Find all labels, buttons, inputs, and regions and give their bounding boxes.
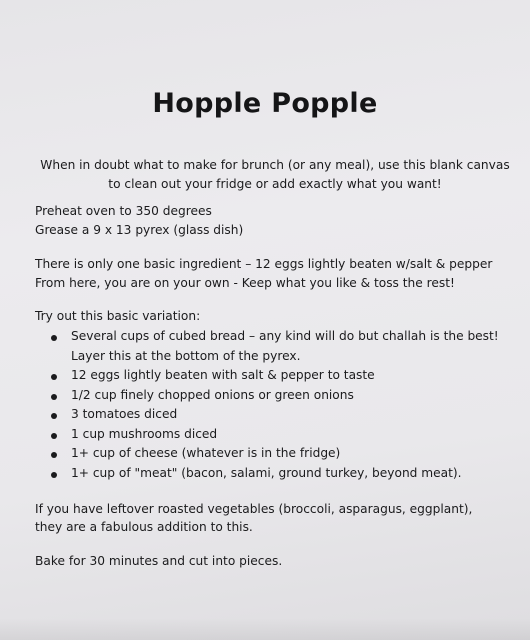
paper-shadow [0,618,530,640]
basic-advice-text: From here, you are on your own - Keep what you like & toss the rest! [35,276,455,290]
ingredient-text: 1/2 cup finely chopped onions or green onions [71,387,354,402]
variation-heading: Try out this basic variation: [35,309,201,323]
ingredient-text: 3 tomatoes diced [71,407,178,421]
list-item [45,405,505,425]
intro-text: When in doubt what to make for brunch (or any meal), use this blank canvas to clean out your fridge or add exactly what you want! [40,158,510,191]
ingredient-list [45,327,505,483]
list-item [45,386,505,406]
leftovers-text-line-1: If you have leftover roasted vegetables (broccoli, asparagus, eggplant), [35,502,473,516]
list-item [45,464,505,484]
ingredient-text: 1+ cup of cheese (whatever is in the fridge) [71,446,341,460]
basic-ingredient-text: There is only one basic ingredient – 12 eggs lightly beaten w/salt & pepper [35,257,493,271]
bake-instruction: Bake for 30 minutes and cut into pieces. [35,554,283,568]
prep-step-preheat: Preheat oven to 350 degrees [35,204,212,218]
ingredient-text: 1+ cup of "meat" (bacon, salami, ground turkey, beyond meat). [71,465,462,480]
prep-step-grease: Grease a 9 x 13 pyrex (glass dish) [35,223,244,237]
bullet-icon [51,413,57,419]
bullet-icon [51,394,57,400]
bullet-icon [51,452,57,458]
recipe-title: Hopple Popple [152,88,378,119]
bullet-icon [51,374,57,380]
leftovers-text-line-2: they are a fabulous addition to this. [35,520,253,534]
list-item [45,327,505,366]
ingredient-text: 1 cup mushrooms diced [71,426,218,441]
bullet-icon [51,472,57,478]
bullet-icon [51,335,57,341]
ingredient-text: Several cups of cubed bread – any kind will do but challah is the best! Layer this at the bottom of the pyrex. [71,329,499,363]
ingredient-text: 12 eggs lightly beaten with salt & pepper to taste [71,368,375,382]
list-item [45,444,505,464]
list-item [45,366,505,386]
list-item [45,425,505,445]
bullet-icon [51,433,57,439]
